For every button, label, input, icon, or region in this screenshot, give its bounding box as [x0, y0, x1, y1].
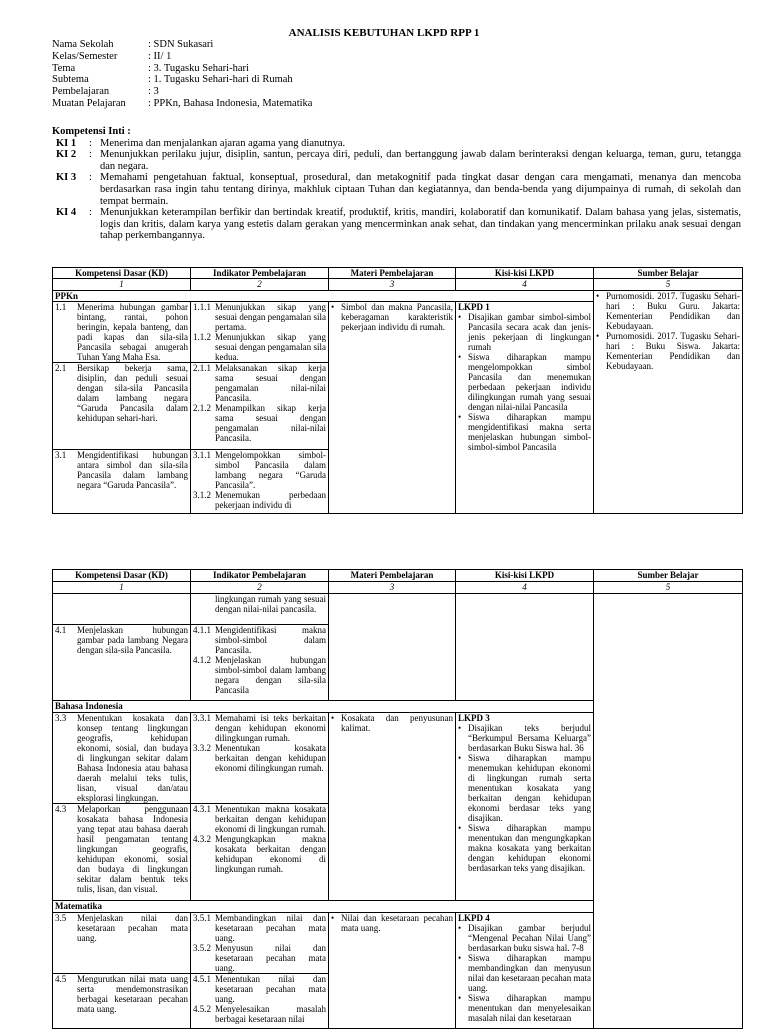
bullet: •: [458, 352, 462, 363]
kd-number: 4.1: [55, 624, 67, 635]
ind-text: Menemukan perbedaan pekerjaan individu di: [215, 490, 326, 511]
kd-cell: [53, 913, 191, 974]
ind-number: 2.1.1: [193, 363, 211, 374]
ind-text: Menentukan makna kosakata berkaitan dengan kehidupan ekonomi di lingkungan rumah.: [215, 803, 326, 834]
lkpd-title: LKPD 4: [458, 913, 490, 924]
kd-cell: [53, 363, 191, 450]
kd-cell: [53, 593, 191, 624]
ind-number: 1.1.2: [193, 332, 211, 343]
indikator-cell: [191, 974, 329, 1029]
ki-text: Menerima dan menjalankan ajaran agama yang dianutnya.: [100, 137, 346, 149]
list-item: [55, 450, 188, 490]
sumber-cell: [594, 593, 743, 1028]
bullet: •: [458, 993, 462, 1004]
kd-text: Menjelaskan hubungan gambar pada lambang Negara dengan sila-sila Pancasila.: [77, 624, 188, 655]
list-item: [458, 923, 591, 953]
ki-colon: :: [89, 207, 92, 219]
sumber-cell: [594, 290, 743, 513]
lkpd-title: LKPD 3: [458, 712, 490, 723]
list-item: [596, 291, 740, 331]
kd-cell: [53, 974, 191, 1029]
col-number: 5: [594, 581, 743, 593]
bullet: •: [331, 712, 335, 723]
list-item: [193, 834, 326, 874]
bullet: •: [596, 290, 600, 301]
ki-colon: :: [89, 172, 92, 184]
list-item: [55, 625, 188, 655]
list-item: [458, 753, 591, 823]
sumber-text: Purnomosidi. 2017. Tugasku Sehari-hari : Buku Guru. Jakarta: Kementerian Pendidikan dan Kebudayaan.: [606, 290, 740, 331]
ind-number: 3.5.1: [193, 913, 211, 924]
ki-heading: Kompetensi Inti :: [52, 126, 131, 137]
col-number: 5: [594, 279, 743, 290]
col-header-kisi-kisi: Kisi-kisi LKPD: [456, 268, 594, 279]
list-item: [55, 713, 188, 803]
kd-number: 4.3: [55, 803, 67, 814]
col-header-kd: Kompetensi Dasar (KD): [53, 268, 191, 279]
ind-number: 4.5.2: [193, 1004, 211, 1015]
table-number-row: [53, 581, 743, 593]
kd-number: 3.1: [55, 450, 67, 461]
ki-item: [52, 207, 741, 242]
indikator-cell: [191, 913, 329, 974]
col-number: 4: [456, 279, 594, 290]
list-item: [193, 655, 326, 695]
indikator-cell: [191, 803, 329, 901]
ki-text: Memahami pengetahuan faktual, konseptual, prosedural, dan metakognitif pada tingkat dasar dengan cara mengamati, menanya dan mencoba berdasarkan rasa ingin tahu tentang dirinya, makhluk ciptaan Tuhan dan kegiatannya, dan benda-benda yang dijumpainya di rumah, di sekolah dan tempat bermain.: [100, 172, 741, 207]
col-header-materi: Materi Pembelajaran: [329, 268, 456, 279]
materi-cell: [329, 302, 456, 514]
ind-number: 3.1.2: [193, 490, 211, 501]
identity-block: [52, 39, 752, 110]
meta-key: Subtema: [52, 74, 89, 86]
ki-colon: :: [89, 149, 92, 161]
kd-number: 4.5: [55, 974, 67, 985]
list-item: [193, 913, 326, 943]
list-item: [458, 993, 591, 1023]
kd-text: Menjelaskan nilai dan kesetaraan pecahan mata uang.: [77, 913, 188, 944]
indikator-cell: [191, 363, 329, 450]
col-number: 4: [456, 581, 594, 593]
col-header-indikator: Indikator Pembelajaran: [191, 268, 329, 279]
section-bahasa-indonesia: Bahasa Indonesia: [53, 700, 594, 712]
lkpd-cell: [456, 712, 594, 901]
list-item: [55, 363, 188, 423]
ki-text: Menunjukkan keterampilan berfikir dan bertindak kreatif, produktif, kritis, mandiri, kolaboratif dan komunikatif. Dalam bahasa yang jelas, sistematis, logis dan kritis, dalam karya yang estetis dalam gerakan yang mencerminkan anak sehat, dan tindakan yang mencerminkan prilaku anak sesuai dengan tahap perkembangannya.: [100, 207, 741, 242]
ind-text: Mengungkapkan makna kosakata berkaitan dengan kehidupan ekonomi di lingkungan rumah.: [215, 833, 326, 874]
materi-text: Simbol dan makna Pancasila, keberagaman karakteristik pekerjaan individu di rumah.: [341, 302, 453, 333]
kd-text: Melaporkan penggunaan kosakata bahasa Indonesia yang tepat atau bahasa daerah hasil pengamatan tentang lingkungan geografis, kehidupan ekonomi, sosial dan budaya di lingkungan sekitar dalam bentuk teks tulis, lisan, dan visual.: [77, 803, 188, 894]
kd-table-part-2: [52, 569, 743, 1029]
meta-key: Kelas/Semester: [52, 50, 118, 62]
ki-code: KI 4: [56, 207, 77, 219]
kd-text: Mengurutkan nilai mata uang serta mendemonstrasikan berbagai kesetaraan pecahan mata uang.: [77, 974, 188, 1015]
meta-key: Nama Sekolah: [52, 39, 114, 50]
meta-row: [52, 63, 752, 75]
bullet: •: [331, 913, 335, 924]
bullet: •: [458, 923, 462, 934]
kd-text: Mengidentifikasi hubungan antara simbol dan sila-sila Pancasila dalam lambang negara “Garuda Pancasila”.: [77, 450, 188, 491]
list-item: [55, 302, 188, 362]
ind-text: Menentukan kosakata berkaitan dengan kehidupan ekonomi dilingkungan rumah.: [215, 742, 326, 773]
kd-text: Menentukan kosakata dan konsep tentang lingkungan geografis, kehidupan ekonomi, sosial, dan budaya di lingkungan sekitar dalam Bahasa Indonesia atau bahasa daerah melalui teks tulis, lisan, visual dan/atau eksplorasi lingkungan.: [77, 712, 188, 803]
list-item: [458, 953, 591, 993]
kompetensi-inti-section: [52, 126, 741, 242]
list-item: [193, 743, 326, 773]
lkpd-cell: [456, 302, 594, 514]
list-item: [193, 713, 326, 743]
bullet: •: [458, 722, 462, 733]
list-item: [193, 974, 326, 1004]
meta-row: [52, 39, 752, 51]
bullet: •: [458, 822, 462, 833]
col-number: 1: [53, 581, 191, 593]
materi-cell: [329, 712, 456, 901]
ki-item: [52, 149, 741, 172]
list-item: [193, 363, 326, 403]
ind-text: Menentukan nilai dan kesetaraan pecahan mata uang.: [215, 974, 326, 1005]
col-header-indikator: Indikator Pembelajaran: [191, 570, 329, 582]
kd-table-part-1: [52, 267, 743, 514]
ind-number: 3.3.1: [193, 712, 211, 723]
meta-row: [52, 98, 752, 110]
list-item: [458, 352, 591, 412]
col-number: 2: [191, 581, 329, 593]
list-item: [193, 943, 326, 973]
col-header-kd: Kompetensi Dasar (KD): [53, 570, 191, 582]
kd-cell: [53, 624, 191, 700]
kd-cell: [53, 450, 191, 514]
list-item: [596, 331, 740, 371]
col-header-kisi-kisi: Kisi-kisi LKPD: [456, 570, 594, 582]
meta-row: [52, 51, 752, 63]
ind-text: lingkungan rumah yang sesuai dengan nilai-nilai pancasila.: [215, 593, 326, 614]
ind-text: Menjelaskan hubungan simbol-simbol dalam lambang negara dengan sila-sila Pancasila: [215, 654, 326, 695]
meta-row: [52, 86, 752, 98]
materi-cell: [329, 913, 456, 1029]
list-item: [55, 974, 188, 1014]
table-number-row: [53, 279, 743, 290]
ki-code: KI 3: [56, 172, 77, 184]
table-header-row: [53, 570, 743, 582]
materi-cell: [329, 593, 456, 700]
ind-number: 4.3.1: [193, 803, 211, 814]
col-header-sumber: Sumber Belajar: [594, 570, 743, 582]
indikator-cell: [191, 450, 329, 514]
meta-value: : II/ 1: [148, 50, 172, 62]
ind-text: Membandingkan nilai dan kesetaraan pecahan mata uang.: [215, 913, 326, 944]
table-header-row: [53, 268, 743, 279]
lkpd-text: Disajikan gambar berjudul “Mengenal Pecahan Nilai Uang” berdasarkan buku siswa hal. 7-8: [468, 923, 591, 954]
list-item: [193, 403, 326, 443]
document-title: ANALISIS KEBUTUHAN LKPD RPP 1: [288, 27, 480, 39]
col-header-materi: Materi Pembelajaran: [329, 570, 456, 582]
lkpd-text: Siswa diharapkan mampu mengidentifikasi makna serta menjelaskan hubungan simbol-simbol-simbol Pancasila: [468, 412, 591, 453]
ki-text: Menunjukkan perilaku jujur, disiplin, santun, percaya diri, peduli, dan bertanggung jawab dalam berinteraksi dengan keluarga, teman, guru, tetangga dan negara.: [100, 149, 741, 172]
meta-value: : SDN Sukasari: [148, 39, 214, 50]
materi-text: Kosakata dan penyusunan kalimat.: [341, 712, 453, 733]
table-row: [53, 593, 743, 624]
lkpd-text: Siswa diharapkan mampu mengelompokkan simbol Pancasila dan menemukan perbedaan pekerjaan individu dilingkungan rumah yang sesuai dengan nilai-nilai Pancasila: [468, 352, 591, 413]
ind-text: Menyusun nilai dan kesetaraan pecahan mata uang.: [215, 943, 326, 974]
ind-number: 3.5.2: [193, 943, 211, 954]
col-number: 1: [53, 279, 191, 290]
col-number: 3: [329, 279, 456, 290]
bullet: •: [596, 330, 600, 341]
ind-number: 4.3.2: [193, 833, 211, 844]
indikator-cell: [191, 593, 329, 624]
ki-code: KI 1: [56, 137, 77, 149]
lkpd-text: Siswa diharapkan mampu menentukan dan menyelesaikan masalah nilai dan kesetaraan: [468, 993, 591, 1024]
ki-item: [52, 138, 741, 150]
lkpd-text: Siswa diharapkan mampu menemukan kehidupan ekonomi di lingkungan rumah serta menentukan kosakata yang berkaitan dengan kehidupan ekonomi berdasar teks yang disajikan.: [468, 752, 591, 823]
col-number: 2: [191, 279, 329, 290]
ind-text: Menampilkan sikap kerja sama sesuai dengan pengamalan nilai-nilai Pancasila.: [215, 403, 326, 444]
list-item: [331, 713, 453, 733]
bullet: •: [458, 953, 462, 964]
list-item: [55, 804, 188, 894]
section-row: [53, 290, 743, 301]
ind-number: 2.1.2: [193, 403, 211, 414]
kd-number: 1.1: [55, 302, 67, 313]
meta-value: : 1. Tugasku Sehari-hari di Rumah: [148, 74, 293, 86]
ki-item: [52, 172, 741, 207]
section-matematika: Matematika: [53, 901, 594, 913]
meta-value: : 3: [148, 86, 159, 98]
indikator-cell: [191, 624, 329, 700]
col-header-sumber: Sumber Belajar: [594, 268, 743, 279]
list-item: [193, 302, 326, 332]
lkpd-text: Disajikan teks berjudul “Berkumpul Bersama Keluarga” berdasarkan Buku Siswa hal. 36: [468, 722, 591, 753]
section-ppkn: PPKn: [53, 290, 594, 301]
kd-cell: [53, 302, 191, 363]
meta-key: Tema: [52, 62, 76, 74]
ind-text: Menyelesaikan masalah berbagai kesetaraan nilai: [215, 1004, 326, 1025]
list-item: [458, 312, 591, 352]
list-item: [193, 450, 326, 490]
meta-value: : 3. Tugasku Sehari-hari: [148, 62, 249, 74]
kd-text: Bersikap bekerja sama, disiplin, dan peduli sesuai dengan sila-sila Pancasila dalam lambang negara “Garuda Pancasila dalam kehidupan sehari-hari.: [77, 363, 188, 424]
indikator-cell: [191, 712, 329, 803]
sumber-text: Purnomosidi. 2017. Tugasku Sehari-hari : Buku Siswa. Jakarta: Kementerian Pendidikan dan Kebudayaan.: [606, 330, 740, 371]
ind-text: Mengidentifikasi makna simbol-simbol dalam Pancasila.: [215, 624, 326, 655]
kd-text: Menerima hubungan gambar bintang, rantai, pohon beringin, kepala banteng, dan padi kapas dan sila-sila Pancasila sebagai anugerah Tuhan Yang Maha Esa.: [77, 302, 188, 363]
lkpd-text: Siswa diharapkan mampu membandingkan dan menyusun nilai dan kesetaraan pecahan mata uang.: [468, 953, 591, 994]
lkpd-cell: [456, 913, 594, 1029]
list-item: [458, 412, 591, 452]
list-item: [193, 804, 326, 834]
ind-text: Memahami isi teks berkaitan dengan kehidupan ekonomi dilingkungan rumah.: [215, 712, 326, 743]
list-item: [331, 913, 453, 933]
col-number: 3: [329, 581, 456, 593]
bullet: •: [331, 302, 335, 313]
ind-number: 1.1.1: [193, 302, 211, 313]
lkpd-cell: [456, 593, 594, 700]
ind-number: 3.1.1: [193, 450, 211, 461]
kd-number: 3.3: [55, 712, 67, 723]
kd-cell: [53, 803, 191, 901]
list-item: [55, 913, 188, 943]
list-item: [193, 490, 326, 510]
bullet: •: [458, 412, 462, 423]
ind-number: 4.5.1: [193, 974, 211, 985]
lkpd-text: Siswa diharapkan mampu menentukan dan mengungkapkan makna kosakata yang berkaitan dengan kehidupan ekonomi berdasarkan teks yang disajikan.: [468, 822, 591, 873]
list-item: [458, 823, 591, 873]
list-item: [458, 723, 591, 753]
meta-key: Muatan Pelajaran: [52, 97, 126, 109]
ind-number: 4.1.2: [193, 654, 211, 665]
ind-text: Mengelompokkan simbol-simbol Pancasila dalam lambang negara “Garuda Pancasila”.: [215, 450, 326, 491]
list-item: [193, 332, 326, 362]
kd-cell: [53, 712, 191, 803]
lkpd-title: LKPD 1: [458, 302, 490, 313]
materi-text: Nilai dan kesetaraan pecahan mata uang.: [341, 913, 453, 934]
ind-text: Melaksanakan sikap kerja sama sesuai dengan pengamalan nilai-nilai Pancasila.: [215, 363, 326, 404]
meta-value: : PPKn, Bahasa Indonesia, Matematika: [148, 97, 313, 109]
ind-text: Menunjukkan sikap yang sesuai dengan pengamalan sila kedua.: [215, 332, 326, 363]
meta-row: [52, 74, 752, 86]
ind-number: 3.3.2: [193, 742, 211, 753]
lkpd-text: Disajikan gambar simbol-simbol Pancasila secara acak dan jenis-jenis pekerjaan di lingkungan rumah: [468, 312, 591, 353]
ki-colon: :: [89, 137, 92, 149]
ind-text: Menunjukkan sikap yang sesuai dengan pengamalan sila pertama.: [215, 302, 326, 333]
kd-number: 3.5: [55, 913, 67, 924]
kd-number: 2.1: [55, 363, 67, 374]
meta-key: Pembelajaran: [52, 86, 110, 98]
list-item: [331, 302, 453, 332]
list-item: [193, 1004, 326, 1024]
indikator-cell: [191, 302, 329, 363]
list-item: [193, 594, 326, 614]
ind-number: 4.1.1: [193, 624, 211, 635]
ki-code: KI 2: [56, 149, 77, 161]
bullet: •: [458, 752, 462, 763]
list-item: [193, 625, 326, 655]
bullet: •: [458, 312, 462, 323]
